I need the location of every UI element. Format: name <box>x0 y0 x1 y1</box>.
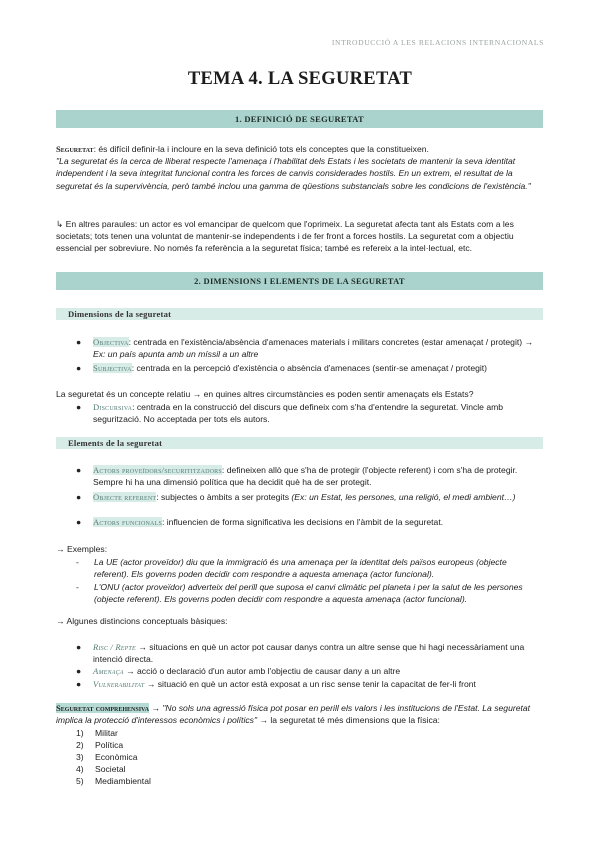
distinction-text: → acció o declaració d'un autor amb l'objectiu de causar dany a un altre <box>123 666 401 676</box>
dimension-list-item: Societal <box>95 764 126 774</box>
definition-paragraph <box>56 143 544 192</box>
dimension-text: : centrada en la percepció d'existència o absència d'amenaces (sentir-se amenaçat / protegit) <box>131 363 488 373</box>
element-actors-proveidors <box>93 464 543 488</box>
element-text: : influencien de forma significativa les decisions en l'àmbit de la seguretat. <box>162 517 444 527</box>
comprehensive-arrow: → <box>148 703 163 713</box>
dimension-example: Ex: un país apunta amb un míssil a un altre <box>93 349 259 360</box>
element-term: Actors funcionals <box>93 517 162 527</box>
dimension-text: : centrada en l'existència/absència d'amenaces materials i militars concretes (estar amenaçat / protegit) → <box>128 337 534 347</box>
distinction-term: Vulnerabilitat <box>93 679 145 689</box>
subheading-elements: Elements de la seguretat <box>56 437 543 449</box>
example-item: La UE (actor proveïdor) diu que la immigració és una amenaça per la identitat dels països europeus (objecte referent). Els governs poden decidir com respondre a aquesta amenaça (actor funcional). <box>94 557 507 580</box>
comprehensive-paragraph <box>56 702 544 726</box>
bullet-icon: ● <box>76 363 82 373</box>
distinction-amenaca <box>93 665 543 677</box>
dimension-subjectiva <box>93 362 543 374</box>
dimension-term: Discursiva <box>93 402 133 412</box>
bullet-icon: ● <box>76 402 82 412</box>
distinction-text: → situacions en què un actor pot causar danys contra un altre sense que hi hagi necessàriament una intenció directa. <box>93 642 525 665</box>
bullet-icon: ● <box>76 642 82 652</box>
element-term: Objecte referent <box>93 492 157 502</box>
element-text: : subjectes o àmbits a ser protegits <box>156 492 292 502</box>
distinction-risc <box>93 641 543 665</box>
element-example: (Ex: un Estat, les persones, una religió, el medi ambient…) <box>291 492 516 502</box>
definition-text: : és difícil definir-la i incloure en la seva definició tots els conceptes que la constitueixen. <box>93 144 429 154</box>
bullet-icon: ● <box>76 679 82 689</box>
dimension-list-item: Política <box>95 740 124 750</box>
list-number: 2) <box>76 740 84 750</box>
dimension-list-item: Militar <box>95 728 118 738</box>
list-number: 3) <box>76 752 84 762</box>
definition-term: Seguretat <box>56 144 94 154</box>
section-heading-definicio: 1. DEFINICIÓ DE SEGURETAT <box>56 110 543 128</box>
distinction-term: Amenaça <box>93 666 124 676</box>
distinction-text: → situació en què un actor està exposat a un risc sense tenir la capacitat de fer-li front <box>144 679 476 689</box>
section-heading-dimensions: 2. DIMENSIONS I ELEMENTS DE LA SEGURETAT <box>56 272 543 290</box>
bullet-icon: ● <box>76 517 82 527</box>
bullet-icon: ● <box>76 465 82 475</box>
relative-concept-line: La seguretat és un concepte relatiu → en quines altres circumstàncies es poden sentir amenaçats els Estats? <box>56 389 474 399</box>
comprehensive-tail: → la seguretat té més dimensions que la física: <box>257 715 440 726</box>
other-words-paragraph: ↳ En altres paraules: un actor es vol emancipar de quelcom que l'oprimeix. La seguretat afecta tant als Estats com a les societats; tots tenen una voluntat de mantenir-se independents i de fer front a forces hostils. La seguretat com a objectiu essencial per sobreviure. No només fa referència a la seguretat física; també es refereix a la intel·lectual, etc. <box>56 219 514 254</box>
example-item: L'ONU (actor proveïdor) adverteix del perill que suposa el canvi climàtic pel planeta i per la salut de les persones (objecte referent). Els governs poden decidir com respondre a aquesta amenaça (actor funcional). <box>94 582 523 605</box>
dimension-list-item: Mediambiental <box>95 776 151 786</box>
distinctions-label: → Algunes distincions conceptuals bàsiques: <box>56 616 228 626</box>
dimension-text: : centrada en la construcció del discurs que defineix com s'ha d'entendre la seguretat. Vincle amb segurització. No acceptada per tots els autors. <box>93 402 504 425</box>
comprehensive-quote: "No sols una agressió física pot posar en perill els valors i les institucions de l'Estat. La seguretat implica la protecció d'interessos econòmics i polítics" <box>56 703 531 726</box>
distinction-term: Risc / Repte <box>93 642 136 652</box>
definition-quote: "La seguretat és la cerca de lliberat respecte l'amenaça i l'habilitat dels Estats i les societats de mantenir la seva identitat independent i la seva integritat funcional contra les forces de canvis considerades hostils. En un extrem, el resultat de la seguretat és la supervivència, però també inclou una gamma de qüestions substancials sobre les condicions de l'existència." <box>56 156 531 191</box>
bullet-icon: ● <box>76 666 82 676</box>
list-number: 1) <box>76 728 84 738</box>
page-title: TEMA 4. LA SEGURETAT <box>187 69 413 89</box>
list-number: 4) <box>76 764 84 774</box>
element-text: : defineixen allò que s'ha de protegir (l'objecte referent) i com s'ha de protegir. Sempre hi ha una dimensió política que ha decidit què ha de ser protegit. <box>93 465 518 488</box>
distinction-vulnerabilitat <box>93 678 543 690</box>
comprehensive-term: Seguretat comprehensiva <box>56 703 149 713</box>
examples-label: → Exemples: <box>56 544 108 554</box>
dimension-discursiva <box>93 401 543 425</box>
running-header: INTRODUCCIÓ A LES RELACIONS INTERNACIONALS <box>331 38 544 47</box>
dimension-objectiva <box>93 336 543 360</box>
list-number: 5) <box>76 776 84 786</box>
subheading-dimensions: Dimensions de la seguretat <box>56 308 543 320</box>
dash-marker: - <box>76 557 79 567</box>
bullet-icon: ● <box>76 492 82 502</box>
bullet-icon: ● <box>76 337 82 347</box>
element-term: Actors proveïdors/securititzadors <box>93 465 222 475</box>
element-objecte-referent <box>93 491 543 503</box>
dimension-term: Objectiva <box>93 337 129 347</box>
element-actors-funcionals <box>93 516 543 528</box>
dimension-term: Subjectiva <box>93 363 132 373</box>
dimension-list-item: Econòmica <box>95 752 138 762</box>
dash-marker: - <box>76 582 79 592</box>
